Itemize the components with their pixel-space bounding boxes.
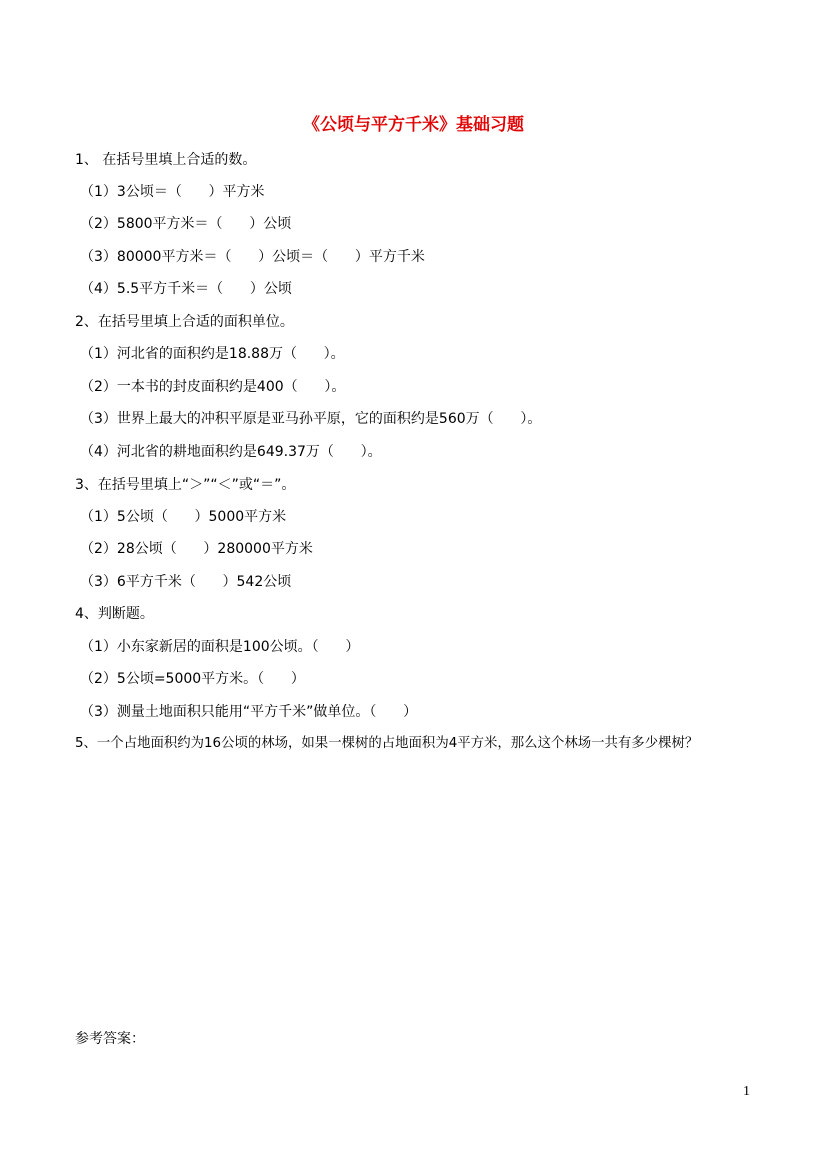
question-3-item-3: （3）6平方千米（ ）542公顷 <box>80 574 292 590</box>
question-5-heading: 5、一个占地面积约为16公顷的林场，如果一棵树的占地面积为4平方米，那么这个林场一共有多少棵树？ <box>75 736 699 751</box>
question-1-item-3: （3）80000平方米＝（ ）公顷＝（ ）平方千米 <box>80 249 425 265</box>
question-4-item-1: （1）小东家新居的面积是100公顷。（ ） <box>80 639 360 655</box>
question-2-heading: 2、在括号里填上合适的面积单位。 <box>75 314 294 330</box>
question-1-item-2: （2）5800平方米＝（ ）公顷 <box>80 216 292 232</box>
question-3-item-2: （2）28公顷（ ）280000平方米 <box>80 541 313 557</box>
question-4-item-3: （3）测量土地面积只能用“平方千米”做单位。（ ） <box>80 704 418 720</box>
question-2-item-3: （3）世界上最大的冲积平原是亚马孙平原，它的面积约是560万（ ）。 <box>80 411 542 427</box>
question-3-item-1: （1）5公顷（ ）5000平方米 <box>80 509 287 525</box>
question-4-item-2: （2）5公顷=5000平方米。（ ） <box>80 671 305 687</box>
question-2-item-2: （2）一本书的封皮面积约是400（ ）。 <box>80 379 346 395</box>
page-number: 1 <box>743 1084 750 1099</box>
question-3-heading: 3、在括号里填上“＞”“＜”或“＝”。 <box>75 477 296 493</box>
answers-label: 参考答案： <box>75 1031 145 1047</box>
question-2-item-4: （4）河北省的耕地面积约是649.37万（ ）。 <box>80 444 382 460</box>
question-1-item-1: （1）3公顷＝（ ）平方米 <box>80 184 265 200</box>
question-4-heading: 4、判断题。 <box>75 606 154 622</box>
document-title: 《公顷与平方千米》基础习题 <box>303 115 524 135</box>
question-1-item-4: （4）5.5平方千米＝（ ）公顷 <box>80 281 292 297</box>
question-2-item-1: （1）河北省的面积约是18.88万（ ）。 <box>80 346 345 362</box>
question-1-heading: 1、 在括号里填上合适的数。 <box>75 152 257 168</box>
